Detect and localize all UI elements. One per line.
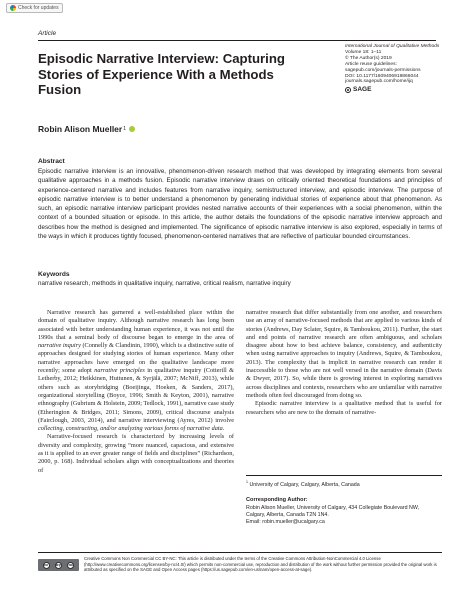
nc-icon: nc bbox=[68, 562, 74, 567]
italic-text-run: collecting, constructing, and/or analyzing various forms of narrative data. bbox=[38, 425, 225, 433]
text-run: Episodic narrative interview is a qualitative method that is useful for researchers who are new to the domain of narrative- bbox=[246, 400, 442, 416]
article-type-label: Article bbox=[38, 30, 57, 37]
journal-home-link[interactable]: journals.sagepub.com/home/ijq bbox=[345, 79, 413, 85]
sage-logo-text: SAGE bbox=[353, 86, 372, 94]
abstract-text: Episodic narrative interview is an innovative, phenomenon-driven research method that was developed by integrating elements from several qualitative approaches in a methods fusion. Episodic narrative interview draws on critically oriented theoretical foundations and principles of experience-centered narrative and includes features from narrative inquiry, semistructured interview, and episodic interview. The purpose of episodic narrative interview is to better understand a phenomenon by generating individual stories of experience about that phenomenon. As such, an episodic narrative interview participant provides nested narrative accounts of their experiences with a social phenomenon, within the context of a bounded situation or episode. In this article, the author details the foundations of the episodic narrative interview approach and describes how the method is designed and implemented. The significance of episodic narrative interview is also explored, especially in terms of the ways in which it produces tightly focused, phenomenon-centered narratives that are reflective of particular bounded circumstances. bbox=[38, 168, 442, 241]
sage-logo bbox=[345, 87, 445, 93]
footnote-rule bbox=[246, 475, 442, 476]
corresponding-author-city: Calgary, Alberta, Canada T2N 1N4. bbox=[246, 512, 329, 518]
article-title: Episodic Narrative Interview: Capturing Stories of Experience With a Methods Fusion bbox=[38, 51, 285, 97]
license-text: Creative Commons Non Commercial CC BY-NC: This article is distributed under the terms of the Creative Commons Attribution-NonCommercial 4.0 License (http://www.creativecommons.org/licenses/by-nc/4.0/) which permits non-commercial use, reproduction and distribution of the work without further permission provided the original work is attributed as specified on the SAGE and Open Access pages (https://us.sagepub.com/en-us/nam/open-access-at-sage). bbox=[84, 556, 437, 572]
abstract-heading: Abstract bbox=[38, 158, 65, 165]
sage-circle-icon bbox=[345, 87, 351, 93]
by-icon: by bbox=[56, 562, 61, 567]
check-for-updates-label: Check for updates bbox=[18, 5, 59, 11]
header-rule bbox=[38, 40, 436, 41]
italic-text-run: narrative principles bbox=[94, 367, 145, 375]
corresponding-author-heading: Corresponding Author: bbox=[246, 497, 308, 503]
body-column-right bbox=[246, 309, 442, 417]
journal-meta bbox=[345, 44, 445, 93]
text-run: (Connelly & Clandinin, 1990), which is a distinctive suite of approaches designed for studying stories of human experience. Many other narrative approaches have emerged on the qualitative landscape more recently; some adopt bbox=[38, 342, 234, 375]
body-paragraph bbox=[246, 400, 442, 417]
corresponding-author-email[interactable]: Email: robin.mueller@ucalgary.ca bbox=[246, 519, 325, 525]
body-paragraph bbox=[38, 309, 234, 433]
affiliation-footnote bbox=[246, 479, 442, 489]
journal-name: International Journal of Qualitative Methods bbox=[345, 44, 440, 49]
journal-volume: Volume 18: 1–11 bbox=[345, 49, 382, 55]
cc-by-nc-badge[interactable] bbox=[38, 559, 79, 571]
journal-copyright: © The Author(s) 2019 bbox=[345, 55, 392, 61]
affiliation-sup: 1 bbox=[246, 480, 248, 484]
text-run: Narrative-focused research is characterized by increasing levels of diversity and complexity, growing “more nuanced, capacious, and extensive as it is applied to an ever greater range of fields and disciplines” (Richardson, 2000, p. 168). Individual scholars align with conceptualizations and theories of bbox=[38, 433, 234, 474]
corresponding-author-address: Robin Alison Mueller, University of Calgary, 434 Collegiate Boulevard NW, bbox=[246, 505, 420, 511]
license-rule bbox=[38, 552, 442, 553]
body-column-left bbox=[38, 309, 234, 475]
keywords-heading: Keywords bbox=[38, 271, 70, 278]
author-affiliation-sup: 1 bbox=[123, 126, 126, 132]
text-run: in qualitative inquiry (Cotterill & Letherby, 2012; Heikkinen, Huttunen, & Syrjälä, 2007; McNiff, 2013), while others such as storybridging (Boeijinga, Hoeken, & Sanders, 2017), organizational storytelling (Boyce, 1996; Smith & Keyton, 2001), narrative ethnography (Gubrium & Holstein, 2009; Tedlock, 1991), narrative case study (Etherington & Bridges, 2011; Simons, 2009), critical discourse analysis (Fairclough, 2003, 2014), and narrative interviewing (Ayres, 2012) involve bbox=[38, 367, 234, 424]
italic-text-run: narrative inquiry bbox=[38, 342, 81, 350]
keywords-text: narrative research, methods in qualitative inquiry, narrative, critical realism, narrative inquiry bbox=[38, 280, 291, 287]
body-paragraph bbox=[38, 433, 234, 474]
crossmark-icon bbox=[10, 5, 16, 11]
permissions-link[interactable]: sagepub.com/journals-permissions bbox=[345, 67, 421, 73]
check-for-updates-button[interactable] bbox=[6, 3, 63, 13]
orcid-icon[interactable] bbox=[129, 126, 135, 132]
cc-icon: cc bbox=[44, 562, 49, 567]
body-paragraph bbox=[246, 309, 442, 400]
author-byline bbox=[38, 124, 135, 134]
text-run: narrative research that differ substantially from one another, and researchers use an array of narrative-focused methods that are applied to various kinds of stories (Andrews, Day Sclater, Squire, & Tamboukou, 2011). Further, the start and end points of narrative research are often ambiguous, and scholars disagree about how to best achieve balance, consistency, and authenticity when using narrative approaches to inquiry (Andrews, Squire, & Tamboukou, 2013). The complexity that is implicit in narrative research can render it inaccessible to those who are not well versed in the narrative domain (Davis & Dwyer, 2017). So, while there is growing interest in exploring narratives across disciplines and contexts, researchers who are unfamiliar with narrative methods often feel discouraged from doing so. bbox=[246, 309, 442, 399]
text-run: Narrative research has garnered a well-established place within the domain of qualitative inquiry. Although narrative research has long been associated with better understanding human experience, it was not until the 1990s that a seminal body of discourse began to emerge in the area of bbox=[38, 309, 234, 341]
doi-link[interactable]: DOI: 10.1177/1609406919866044 bbox=[345, 73, 419, 79]
affiliation-text: University of Calgary, Calgary, Alberta, Canada bbox=[249, 481, 360, 488]
reuse-guidelines: Article reuse guidelines: bbox=[345, 61, 397, 67]
author-name: Robin Alison Mueller bbox=[38, 124, 123, 134]
